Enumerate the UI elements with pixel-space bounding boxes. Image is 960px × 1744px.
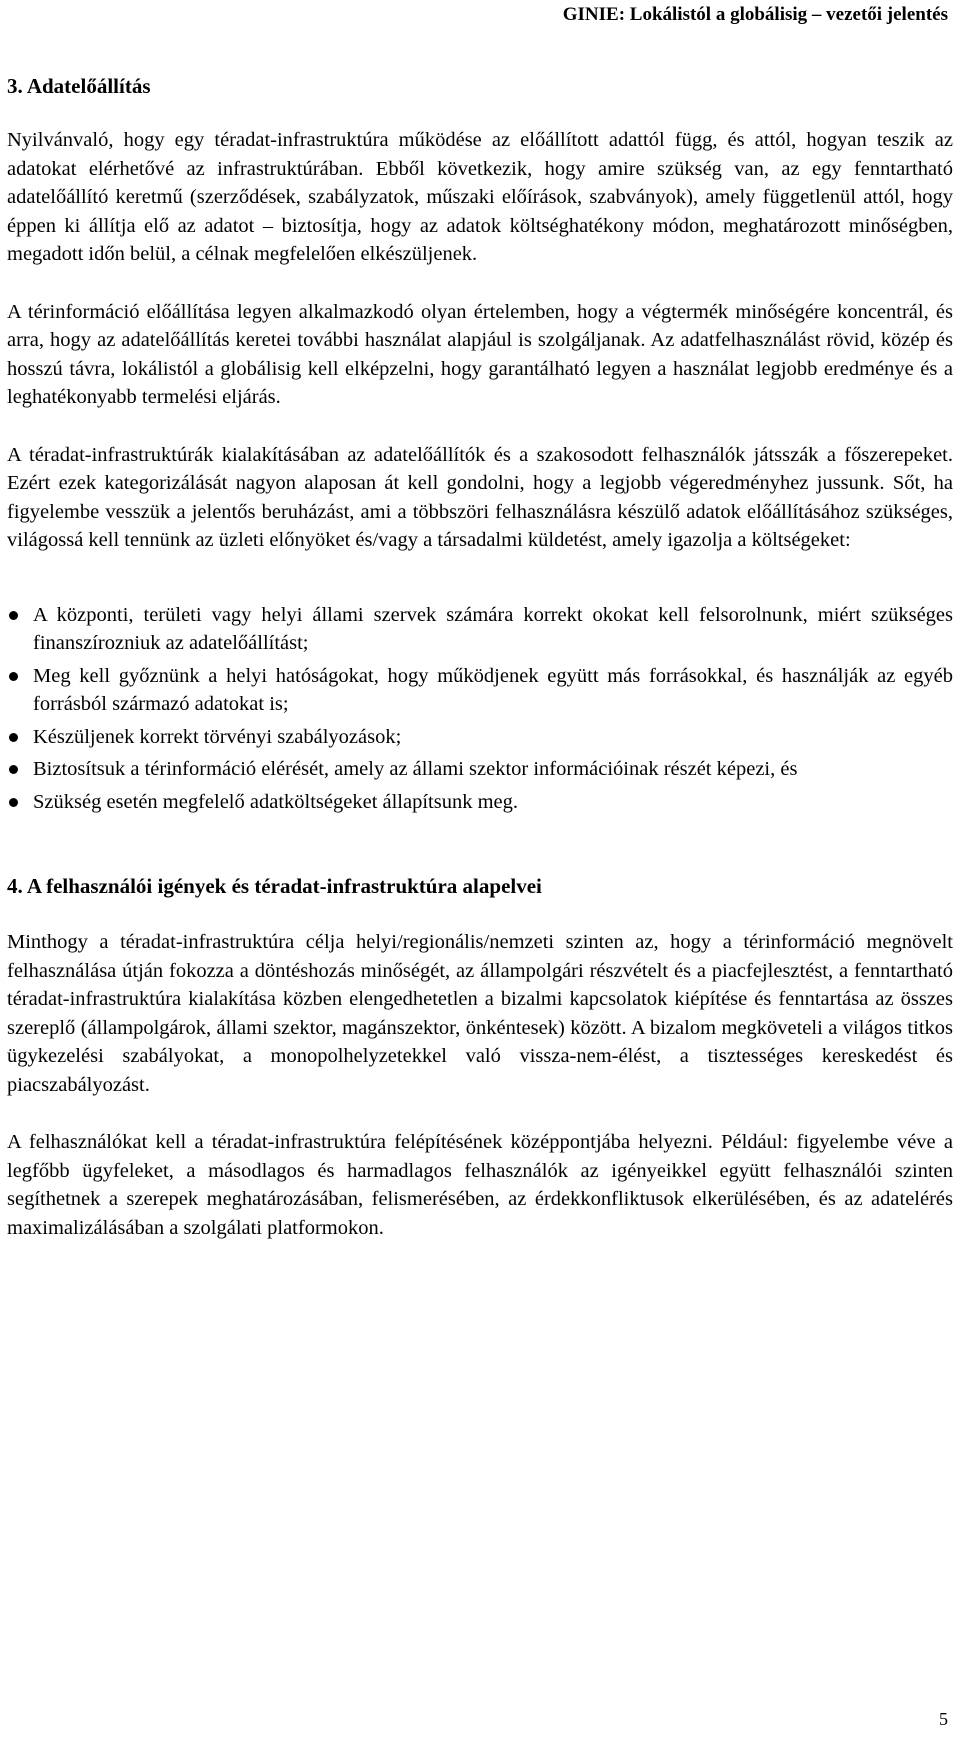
list-item-text: Biztosítsuk a térinformáció elérését, amely az állami szektor információinak részét képezi, és: [33, 758, 798, 780]
section-3-paragraph-3: A téradat-infrastruktúrák kialakításában az adatelőállítók és a szakosodott felhasználók játsszák a főszerepeket. Ezért ezek kategorizálását nagyon alaposan át kell gondolni, hogy a legjobb végeredményhez jussunk. Sőt, ha figyelembe vesszük a jelentős beruházást, ami a többszöri felhasználásra készülő adatok előállításához szükséges, világossá kell tennünk az üzleti előnyöket és/vagy a társadalmi küldetést, amely igazolja a költségeket:: [7, 443, 953, 551]
list-item: [7, 723, 953, 752]
document-body: [7, 72, 953, 1271]
list-item: [7, 662, 953, 719]
list-item-text: Meg kell győznünk a helyi hatóságokat, hogy működjenek együtt más forrásokkal, és használják az egyéb forrásból származó adatokat is;: [33, 664, 953, 715]
list-item-text: Készüljenek korrekt törvényi szabályozások;: [33, 725, 402, 748]
section-3-paragraph-2: A térinformáció előállítása legyen alkalmazkodó olyan értelemben, hogy a végtermék minőségére koncentrál, és arra, hogy az adatelőállítás keretei további használat alapjául is szolgáljanak. Az adatfelhasználást rövid, közép és hosszú távra, lokálistól a globálisig kell elképzelni, hogy garantálható legyen a használat legjobb eredménye és a leghatékonyabb termelési eljárás.: [7, 300, 953, 408]
section-3-paragraph-1: Nyilvánvaló, hogy egy téradat-infrastruktúra működése az előállított adattól függ, és attól, hogyan teszik az adatokat elérhetővé az infrastruktúrában. Ebből következik, hogy amire szükség van, az egy fenntartható adatelőállító keretmű (szerződések, szabályzatok, műszaki előírások, szabványok), amely függetlenül attól, hogy éppen ki állítja elő az adatot – biztosítja, hogy az adatok költséghatékony módon, meghatározott minőségben, megadott időn belül, a célnak megfelelően elkészüljenek.: [7, 129, 953, 265]
list-item: [7, 601, 953, 658]
list-item-text: Szükség esetén megfelelő adatköltségeket állapítsunk meg.: [33, 790, 519, 813]
section-4-paragraph-1: Minthogy a téradat-infrastruktúra célja helyi/regionális/nemzeti szinten az, hogy a térinformáció megnövelt felhasználása útján fokozza a döntéshozás minőségét, az állampolgári részvételt és a piacfejlesztést, a fenntartható téradat-infrastruktúra kialakítása közben elengedhetetlen a bizalmi kapcsolatok kiépítése és fenntartása az összes szereplő (állampolgárok, állami szektor, magánszektor, önkéntesek) között. A bizalom megköveteli a világos titkos ügykezelési szabályokat, a monopolhelyzetekkel való vissza-nem-élést, a tisztességes kereskedést és piacszabályozást.: [7, 931, 953, 1096]
bullet-icon: [9, 765, 18, 774]
bullet-icon: [9, 672, 18, 681]
section-4-paragraph-2: A felhasználókat kell a téradat-infrastruktúra felépítésének középpontjába helyezni. Például: figyelembe véve a legfőbb ügyfeleket, a másodlagos és harmadlagos felhasználók az igényeikkel együtt felhasználói szinten segíthetnek a szerepek meghatározásában, felismerésében, az érdekkonfliktusok elkerülésében, és az adatelérés maximalizálásában a szolgálati platformokon.: [7, 1131, 953, 1239]
list-item: [7, 755, 953, 784]
list-item: [7, 788, 953, 817]
bullet-icon: [9, 611, 18, 620]
list-item-text: A központi, területi vagy helyi állami szervek számára korrekt okokat kell felsorolnunk, miért szükséges finanszírozniuk az adatelőállítást;: [33, 603, 953, 654]
page-number: 5: [939, 1709, 948, 1729]
section-3-title: 3. Adatelőállítás: [7, 74, 151, 98]
section-4-title: 4. A felhasználói igények és téradat-infrastruktúra alapelvei: [7, 874, 542, 898]
bullet-icon: [9, 798, 18, 807]
justification-list: [7, 601, 953, 817]
running-header: GINIE: Lokálistól a globálisig – vezetői jelentés: [562, 4, 948, 25]
bullet-icon: [9, 733, 18, 742]
